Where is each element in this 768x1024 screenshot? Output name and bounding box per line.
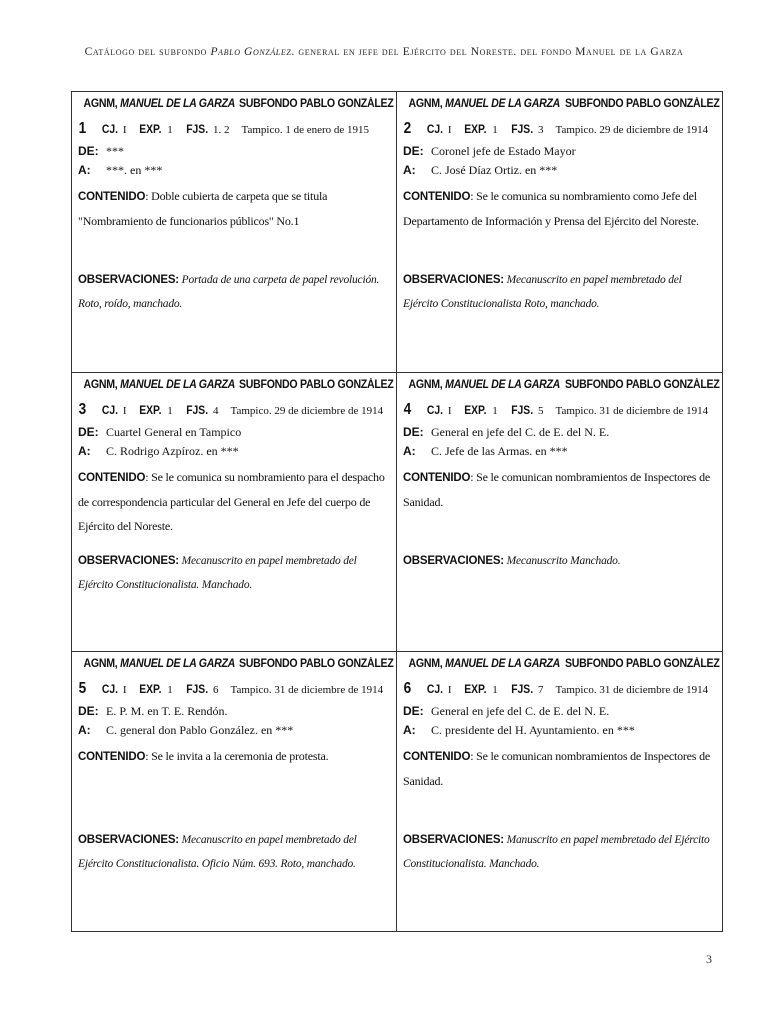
contenido [78, 184, 390, 233]
cj-value: I [122, 124, 127, 136]
de-value: E. P. M. en T. E. Rendón. [106, 704, 228, 718]
place-date: Tampico. 29 de diciembre de 1914 [555, 124, 709, 136]
agnm-label: AGNM, MANUEL DE LA GARZA [408, 98, 561, 110]
reference-line [403, 680, 716, 698]
observaciones [403, 549, 716, 573]
fjs-value: 5 [538, 405, 544, 417]
observaciones [78, 828, 390, 876]
de-value: Coronel jefe de Estado Mayor [431, 144, 576, 158]
page-number: 3 [706, 952, 712, 966]
subfondo-label: SUBFONDO PABLO GONZÁLEZ [239, 658, 394, 670]
a-value: ***. en *** [106, 163, 163, 177]
fjs-label: FJS. [510, 405, 533, 417]
de-field [403, 425, 716, 440]
observaciones [403, 828, 716, 876]
observaciones [403, 268, 716, 316]
contenido [403, 465, 716, 514]
observaciones-value: Portada de una carpeta de papel revolución. Roto, roído, manchado. [78, 274, 380, 310]
de-label: DE: [78, 425, 99, 439]
fjs-value: 4 [213, 405, 219, 417]
cj-value: I [122, 405, 127, 417]
contenido-value: : Doble cubierta de carpeta que se titula "Nombramiento de funcionarios públicos" No.1 [78, 189, 328, 228]
page-header-italic: Pablo González [210, 46, 292, 58]
exp-value: 1 [492, 124, 498, 136]
reference-line [78, 680, 390, 698]
cj-label: CJ. [101, 684, 118, 696]
place-date: Tampico. 31 de diciembre de 1914 [555, 684, 709, 696]
de-value: Cuartel General en Tampico [106, 425, 242, 439]
a-field [78, 163, 390, 178]
page-header-prefix: Catálogo del subfondo [84, 46, 211, 58]
reference-line [403, 120, 716, 138]
catalog-card [72, 373, 397, 652]
cj-value: I [447, 124, 452, 136]
observaciones-label: OBSERVACIONES: [78, 555, 179, 567]
subfondo-label: SUBFONDO PABLO GONZÁLEZ [239, 98, 394, 110]
fjs-value: 1. 2 [213, 124, 230, 136]
cj-value: I [447, 684, 452, 696]
exp-value: 1 [167, 124, 173, 136]
card-number: 5 [78, 680, 87, 697]
observaciones-label: OBSERVACIONES: [78, 274, 179, 286]
contenido [78, 465, 390, 538]
fjs-value: 6 [213, 684, 219, 696]
a-label: A: [403, 723, 416, 737]
fjs-label: FJS. [510, 124, 533, 136]
observaciones [78, 268, 390, 316]
a-field [78, 444, 390, 459]
contenido-label: CONTENIDO [78, 191, 146, 203]
contenido [78, 744, 390, 769]
agnm-label: AGNM, MANUEL DE LA GARZA [83, 379, 236, 391]
reference-line [403, 401, 716, 419]
de-label: DE: [403, 144, 424, 158]
exp-value: 1 [492, 684, 498, 696]
exp-value: 1 [492, 405, 498, 417]
a-value: C. Jefe de las Armas. en *** [431, 444, 568, 458]
contenido [403, 184, 716, 233]
contenido-value: : Se le comunican nombramientos de Inspectores de Sanidad. [403, 749, 710, 788]
card-header [78, 658, 397, 670]
contenido-label: CONTENIDO [403, 751, 471, 763]
reference-line [78, 120, 390, 138]
subfondo-label: SUBFONDO PABLO GONZÁLEZ [565, 98, 720, 110]
card-number: 2 [403, 120, 412, 137]
observaciones-label: OBSERVACIONES: [403, 834, 504, 846]
card-number: 3 [78, 401, 87, 418]
place-date: Tampico. 1 de enero de 1915 [241, 124, 370, 136]
fjs-value: 7 [538, 684, 544, 696]
observaciones-value: Mecanuscrito Manchado. [506, 555, 621, 567]
catalog-card [397, 92, 722, 373]
de-field [78, 144, 390, 159]
exp-value: 1 [167, 405, 173, 417]
card-header [403, 658, 722, 670]
catalog-card [72, 92, 397, 373]
contenido-value: : Se le comunica su nombramiento como Jefe del Departamento de Información y Prensa del Ejército del Noreste. [403, 189, 699, 228]
fjs-label: FJS. [510, 684, 533, 696]
de-value: *** [106, 144, 124, 158]
catalog-grid [71, 91, 723, 932]
page-header-suffix: . general en jefe del Ejército del Noreste. del fondo Manuel de la Garza [291, 46, 684, 58]
contenido-label: CONTENIDO [403, 191, 471, 203]
cj-label: CJ. [426, 124, 443, 136]
de-value: General en jefe del C. de E. del N. E. [431, 704, 610, 718]
exp-label: EXP. [139, 405, 162, 417]
a-value: C. general don Pablo González. en *** [106, 723, 294, 737]
catalog-card [397, 652, 722, 931]
fjs-label: FJS. [185, 684, 208, 696]
agnm-label: AGNM, MANUEL DE LA GARZA [83, 658, 236, 670]
catalog-card [72, 652, 397, 931]
contenido-value: : Se le comunica su nombramiento para el despacho de correspondencia particular del General en Jefe del cuerpo de Ejército del Noreste. [78, 470, 385, 533]
a-value: C. presidente del H. Ayuntamiento. en *** [431, 723, 635, 737]
exp-label: EXP. [464, 684, 487, 696]
de-field [78, 425, 390, 440]
card-number: 4 [403, 401, 412, 418]
de-field [78, 704, 390, 719]
observaciones-label: OBSERVACIONES: [78, 834, 179, 846]
de-field [403, 704, 716, 719]
a-field [403, 444, 716, 459]
card-number: 6 [403, 680, 412, 697]
cj-label: CJ. [426, 684, 443, 696]
observaciones-label: OBSERVACIONES: [403, 274, 504, 286]
a-value: C. José Díaz Ortiz. en *** [431, 163, 558, 177]
a-field [403, 163, 716, 178]
place-date: Tampico. 31 de diciembre de 1914 [555, 405, 709, 417]
a-label: A: [403, 444, 416, 458]
contenido-value: : Se le invita a la ceremonia de protesta. [145, 749, 329, 763]
contenido-label: CONTENIDO [403, 472, 471, 484]
card-header [403, 379, 722, 391]
exp-label: EXP. [464, 124, 487, 136]
observaciones-value: Manuscrito en papel membretado del Ejército Constitucionalista. Manchado. [403, 834, 710, 870]
exp-label: EXP. [464, 405, 487, 417]
a-label: A: [78, 723, 91, 737]
observaciones-value: Mecanuscrito en papel membretado del Ejército Constitucionalista. Oficio Núm. 693. Roto, manchado. [78, 834, 357, 870]
de-label: DE: [78, 704, 99, 718]
observaciones-value: Mecanuscrito en papel membretado del Ejército Constitucionalista Roto, manchado. [403, 274, 682, 310]
a-label: A: [78, 444, 91, 458]
cj-value: I [447, 405, 452, 417]
agnm-label: AGNM, MANUEL DE LA GARZA [408, 658, 561, 670]
catalog-card [397, 373, 722, 652]
a-label: A: [78, 163, 91, 177]
a-field [403, 723, 716, 738]
a-value: C. Rodrigo Azpíroz. en *** [106, 444, 239, 458]
card-header [78, 379, 397, 391]
observaciones-value: Mecanuscrito en papel membretado del Ejército Constitucionalista. Manchado. [78, 555, 357, 591]
exp-value: 1 [167, 684, 173, 696]
cj-label: CJ. [101, 405, 118, 417]
page-header [0, 46, 768, 58]
agnm-label: AGNM, MANUEL DE LA GARZA [83, 98, 236, 110]
place-date: Tampico. 29 de diciembre de 1914 [230, 405, 384, 417]
card-header [403, 98, 722, 110]
fjs-label: FJS. [185, 405, 208, 417]
observaciones [78, 549, 390, 597]
cj-value: I [122, 684, 127, 696]
subfondo-label: SUBFONDO PABLO GONZÁLEZ [239, 379, 394, 391]
de-label: DE: [403, 704, 424, 718]
reference-line [78, 401, 390, 419]
contenido-value: : Se le comunican nombramientos de Inspectores de Sanidad. [403, 470, 710, 509]
card-number: 1 [78, 120, 87, 137]
place-date: Tampico. 31 de diciembre de 1914 [230, 684, 384, 696]
cj-label: CJ. [101, 124, 118, 136]
a-field [78, 723, 390, 738]
subfondo-label: SUBFONDO PABLO GONZÁLEZ [565, 658, 720, 670]
subfondo-label: SUBFONDO PABLO GONZÁLEZ [565, 379, 720, 391]
contenido-label: CONTENIDO [78, 751, 146, 763]
exp-label: EXP. [139, 684, 162, 696]
fjs-label: FJS. [185, 124, 208, 136]
card-header [78, 98, 397, 110]
de-value: General en jefe del C. de E. del N. E. [431, 425, 610, 439]
cj-label: CJ. [426, 405, 443, 417]
observaciones-label: OBSERVACIONES: [403, 555, 504, 567]
contenido [403, 744, 716, 793]
de-label: DE: [78, 144, 99, 158]
de-field [403, 144, 716, 159]
de-label: DE: [403, 425, 424, 439]
contenido-label: CONTENIDO [78, 472, 146, 484]
a-label: A: [403, 163, 416, 177]
agnm-label: AGNM, MANUEL DE LA GARZA [408, 379, 561, 391]
fjs-value: 3 [538, 124, 544, 136]
exp-label: EXP. [139, 124, 162, 136]
